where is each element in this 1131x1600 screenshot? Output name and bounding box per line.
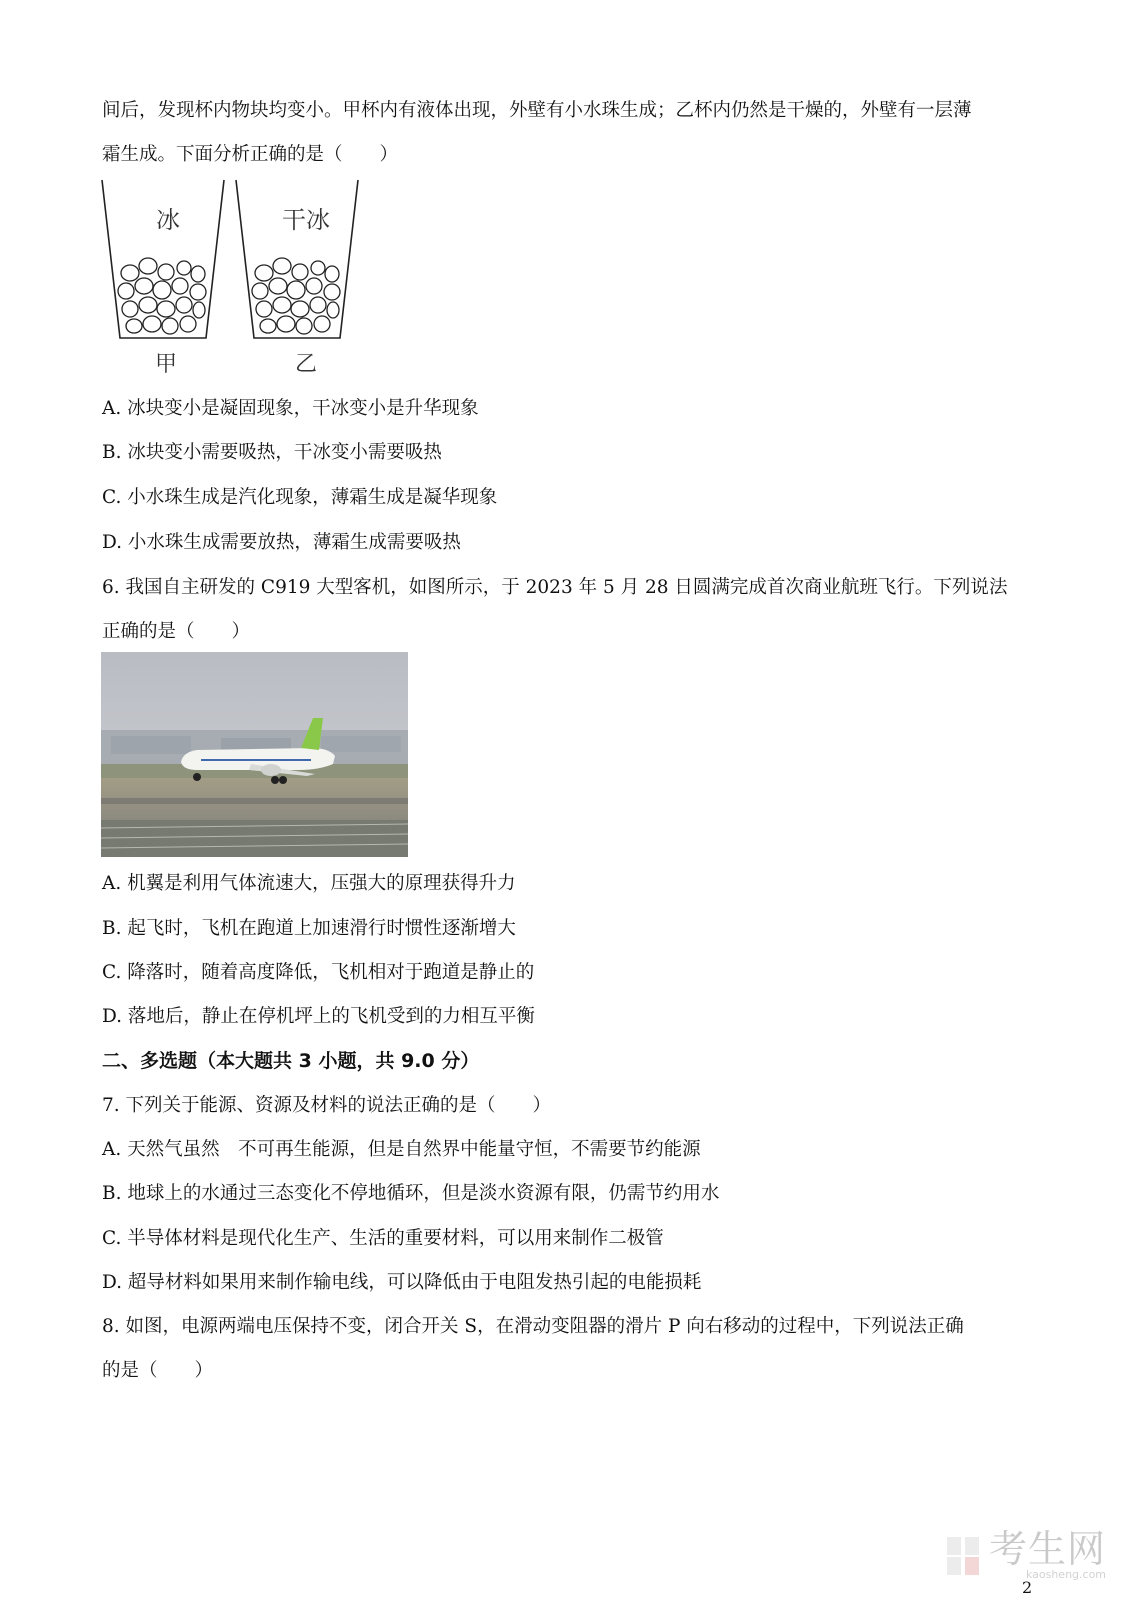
q7-line-1: 7. 下列关于能源、资源及材料的说法正确的是（ ） <box>102 1095 552 1116</box>
q8-line-1: 8. 如图，电源两端电压保持不变，闭合开关 S，在滑动变阻器的滑片 P 向右移动的过程中，下列说法正确 <box>102 1316 964 1337</box>
q6-option-d: D. 落地后，静止在停机坪上的飞机受到的力相互平衡 <box>102 1006 535 1027</box>
q6-option-b: B. 起飞时，飞机在跑道上加速滑行时惯性逐渐增大 <box>102 918 516 939</box>
watermark <box>945 1527 1107 1581</box>
ice-cubes-right <box>252 258 340 334</box>
q5-option-b: B. 冰块变小需要吸热，干冰变小需要吸热 <box>102 442 442 463</box>
q6-line-2: 正确的是（ ） <box>102 621 251 642</box>
cup-right-label: 干冰 <box>282 206 330 234</box>
q5-option-c: C. 小水珠生成是汽化现象，薄霜生成是凝华现象 <box>102 487 498 508</box>
cup-left <box>102 180 224 338</box>
cup-right-caption: 乙 <box>294 352 318 377</box>
q5-option-a: A. 冰块变小是凝固现象，干冰变小是升华现象 <box>102 398 479 419</box>
q7-option-c: C. 半导体材料是现代化生产、生活的重要材料，可以用来制作二极管 <box>102 1228 664 1249</box>
q6-option-c: C. 降落时，随着高度降低，飞机相对于跑道是静止的 <box>102 962 535 983</box>
q6-option-a: A. 机翼是利用气体流速大，压强大的原理获得升力 <box>102 873 516 894</box>
q5-line-2: 霜生成。下面分析正确的是（ ） <box>102 144 399 165</box>
q7-option-b: B. 地球上的水通过三态变化不停地循环，但是淡水资源有限，仍需节约用水 <box>102 1183 720 1204</box>
q5-option-d: D. 小水珠生成需要放热，薄霜生成需要吸热 <box>102 532 461 553</box>
watermark-sub: kaosheng.com <box>1025 1568 1107 1581</box>
q7-option-d: D. 超导材料如果用来制作输电线，可以降低由于电阻发热引起的电能损耗 <box>102 1272 702 1293</box>
airplane-photo <box>101 652 408 857</box>
q7-option-a: A. 天然气虽然 不可再生能源，但是自然界中能量守恒，不需要节约能源 <box>102 1139 701 1160</box>
ice-cubes-left <box>118 258 206 334</box>
q8-line-2: 的是（ ） <box>102 1360 214 1381</box>
watermark-logo-icon <box>945 1535 983 1577</box>
cup-right <box>236 180 358 338</box>
q6-line-1: 6. 我国自主研发的 C919 大型客机，如图所示，于 2023 年 5 月 28 日圆满完成首次商业航班飞行。下列说法 <box>102 577 1008 598</box>
section-heading: 二、多选题（本大题共 3 小题，共 9.0 分） <box>102 1050 480 1072</box>
watermark-text: 考生网 <box>989 1527 1107 1571</box>
page-number: 2 <box>1022 1578 1033 1597</box>
q5-line-1: 间后，发现杯内物块均变小。甲杯内有液体出现，外壁有小水珠生成；乙杯内仍然是干燥的，外壁有一层薄 <box>102 100 972 121</box>
cup-left-caption: 甲 <box>154 352 178 377</box>
cup-left-label: 冰 <box>156 206 180 234</box>
ice-cups-figure <box>100 178 390 378</box>
